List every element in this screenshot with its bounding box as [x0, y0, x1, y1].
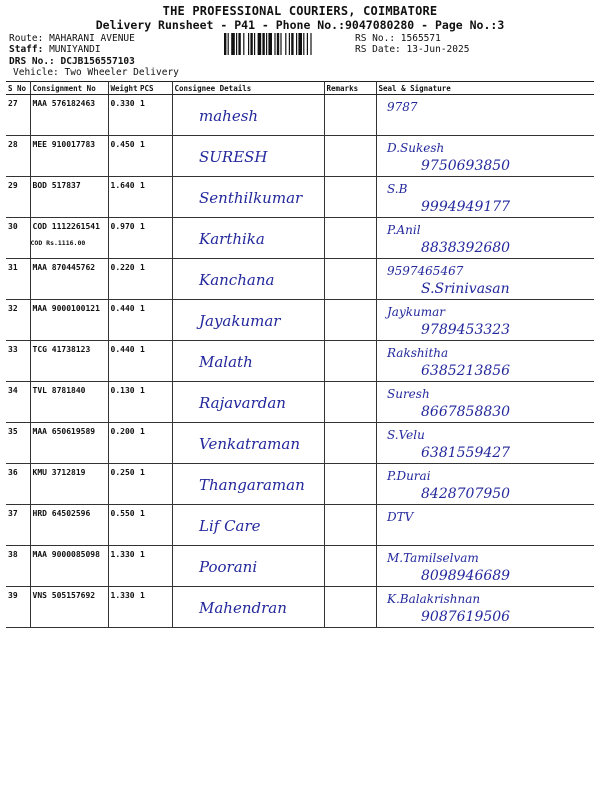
seal-handwriting-phone: 8838392680: [420, 240, 510, 256]
consignee-handwriting: [177, 550, 337, 584]
row-weight: 1.330: [108, 587, 138, 628]
consignee-handwriting: [177, 263, 337, 297]
consignee-handwriting-text: Venkatraman: [198, 435, 300, 453]
row-consignment-cell: [30, 95, 108, 136]
rs-date-line: [355, 44, 469, 55]
rs-no-value: 1565571: [400, 33, 441, 44]
row-weight: 0.200: [108, 423, 138, 464]
row-consignee-cell: [172, 136, 324, 177]
row-consignment-cell: [30, 218, 108, 259]
seal-signature-handwriting: [381, 589, 581, 627]
seal-signature-handwriting: [381, 97, 581, 135]
row-remarks: [324, 95, 376, 136]
row-pcs: 1: [138, 136, 172, 177]
seal-handwriting-name: S.Velu: [386, 428, 425, 442]
consignee-handwriting-text: Malath: [198, 353, 253, 371]
table-row: [6, 546, 594, 587]
seal-signature-handwriting: [381, 425, 581, 463]
row-remarks: [324, 218, 376, 259]
table-row: [6, 464, 594, 505]
row-seal-cell: [376, 177, 594, 218]
consignee-handwriting-text: Karthika: [198, 230, 265, 248]
table-row: [6, 177, 594, 218]
row-cod-amount: COD Rs.1116.00: [30, 239, 86, 247]
seal-handwriting-phone: 9750693850: [420, 158, 510, 174]
row-consignment-cell: [30, 341, 108, 382]
row-remarks: [324, 587, 376, 628]
seal-handwriting-name: P.Anil: [386, 223, 421, 237]
row-weight: 0.450: [108, 136, 138, 177]
staff-label: Staff:: [9, 44, 44, 55]
row-consignment-no: COD 1112261541: [32, 222, 100, 231]
consignee-handwriting-text: Poorani: [198, 558, 257, 576]
consignee-handwriting: [177, 345, 337, 379]
row-consignment-cell: [30, 546, 108, 587]
row-remarks: [324, 259, 376, 300]
seal-signature-handwriting: [381, 179, 581, 217]
seal-signature-handwriting: [381, 343, 581, 381]
table-row: [6, 341, 594, 382]
staff-line: [9, 44, 101, 55]
rs-no-line: [355, 33, 441, 44]
rs-no-label: RS No.:: [355, 33, 396, 44]
row-consignment-cell: [30, 464, 108, 505]
row-weight: 0.220: [108, 259, 138, 300]
row-sno: 39: [6, 587, 30, 628]
row-consignee-cell: [172, 382, 324, 423]
row-seal-cell: [376, 382, 594, 423]
vehicle-line: [13, 67, 179, 78]
consignee-handwriting-text: Kanchana: [198, 271, 274, 289]
row-consignment-cell: [30, 136, 108, 177]
consignee-handwriting: [177, 509, 337, 543]
seal-handwriting-name: K.Balakrishnan: [386, 592, 480, 606]
col-seal-signature: Seal & Signature: [376, 82, 594, 95]
consignee-handwriting: [177, 99, 337, 133]
table-row: [6, 136, 594, 177]
consignee-handwriting: [177, 468, 337, 502]
seal-handwriting-phone: 8098946689: [420, 568, 510, 584]
col-consignee: Consignee Details: [172, 82, 324, 95]
row-weight: 0.550: [108, 505, 138, 546]
col-consignment: Consignment No: [30, 82, 108, 95]
seal-handwriting-name: M.Tamilselvam: [386, 551, 479, 565]
col-sno: S No: [6, 82, 30, 95]
row-remarks: [324, 505, 376, 546]
consignee-handwriting: [177, 427, 337, 461]
row-seal-cell: [376, 505, 594, 546]
row-pcs: 1: [138, 259, 172, 300]
row-weight: 0.330: [108, 95, 138, 136]
row-consignee-cell: [172, 95, 324, 136]
col-pcs: PCS: [138, 82, 172, 95]
row-consignee-cell: [172, 546, 324, 587]
row-consignment-cell: [30, 300, 108, 341]
row-remarks: [324, 423, 376, 464]
row-sno: 32: [6, 300, 30, 341]
seal-handwriting-phone: 8667858830: [420, 404, 510, 420]
row-sno: 36: [6, 464, 30, 505]
row-consignment-no: MAA 870445762: [32, 263, 96, 272]
table-row: [6, 95, 594, 136]
row-consignment-no: BOD 517837: [32, 181, 81, 190]
seal-handwriting-phone: 6385213856: [420, 363, 510, 379]
consignee-handwriting: [177, 591, 337, 625]
barcode-image: [224, 33, 348, 55]
row-seal-cell: [376, 259, 594, 300]
seal-handwriting-name: P.Durai: [386, 469, 431, 483]
row-consignment-no: TVL 8781840: [32, 386, 86, 395]
consignee-handwriting-text: Jayakumar: [198, 312, 280, 330]
row-consignment-no: MAA 9000085098: [32, 550, 100, 559]
seal-handwriting-phone: S.Srinivasan: [420, 281, 510, 297]
table-row: [6, 382, 594, 423]
vehicle-value: Two Wheeler Delivery: [64, 67, 179, 78]
row-consignment-cell: [30, 505, 108, 546]
rs-date-label: RS Date:: [355, 44, 401, 55]
row-consignment-cell: [30, 382, 108, 423]
seal-signature-handwriting: [381, 384, 581, 422]
table-header-row: [6, 82, 594, 95]
table-row: [6, 505, 594, 546]
seal-handwriting-name: S.B: [386, 182, 407, 196]
consignee-handwriting: [177, 222, 337, 256]
row-remarks: [324, 341, 376, 382]
row-consignee-cell: [172, 505, 324, 546]
row-consignment-no: MAA 9000100121: [32, 304, 100, 313]
seal-handwriting-phone: 9994949177: [420, 199, 510, 215]
row-consignee-cell: [172, 259, 324, 300]
consignee-handwriting: [177, 140, 337, 174]
row-consignment-no: VNS 505157692: [32, 591, 96, 600]
row-sno: 27: [6, 95, 30, 136]
table-row: [6, 259, 594, 300]
row-consignment-no: MEE 910017783: [32, 140, 96, 149]
seal-handwriting-name: D.Sukesh: [386, 141, 444, 155]
seal-handwriting-name: Suresh: [386, 387, 430, 401]
row-seal-cell: [376, 136, 594, 177]
rs-date-value: 13-Jun-2025: [406, 44, 470, 55]
seal-signature-handwriting: [381, 138, 581, 176]
consignee-handwriting-text: Thangaraman: [198, 476, 305, 494]
consignee-handwriting-text: Rajavardan: [198, 394, 286, 412]
row-sno: 31: [6, 259, 30, 300]
consignee-handwriting-text: Mahendran: [198, 599, 287, 617]
row-weight: 0.250: [108, 464, 138, 505]
row-sno: 37: [6, 505, 30, 546]
row-weight: 1.330: [108, 546, 138, 587]
row-remarks: [324, 382, 376, 423]
seal-signature-handwriting: [381, 261, 581, 299]
seal-handwriting-name: Jaykumar: [386, 305, 445, 319]
row-consignee-cell: [172, 587, 324, 628]
table-row: [6, 218, 594, 259]
consignee-handwriting: [177, 386, 337, 420]
col-remarks: Remarks: [324, 82, 376, 95]
seal-handwriting-name: 9597465467: [386, 264, 463, 278]
row-sno: 29: [6, 177, 30, 218]
seal-handwriting-phone: 6381559427: [420, 445, 510, 461]
row-pcs: 1: [138, 382, 172, 423]
row-seal-cell: [376, 423, 594, 464]
seal-handwriting-phone: 9789453323: [420, 322, 510, 338]
row-consignment-no: HRD 64502596: [32, 509, 91, 518]
row-consignee-cell: [172, 464, 324, 505]
row-consignee-cell: [172, 341, 324, 382]
table-row: [6, 300, 594, 341]
consignee-handwriting-text: Senthilkumar: [198, 189, 302, 207]
row-weight: 0.440: [108, 300, 138, 341]
runsheet-table: [6, 81, 594, 628]
row-remarks: [324, 177, 376, 218]
seal-handwriting-name: 9787: [386, 100, 418, 114]
row-consignment-no: MAA 576182463: [32, 99, 96, 108]
table-row: [6, 587, 594, 628]
row-seal-cell: [376, 587, 594, 628]
row-seal-cell: [376, 218, 594, 259]
company-title: THE PROFESSIONAL COURIERS, COIMBATORE: [162, 4, 438, 18]
route-line: [9, 33, 135, 44]
staff-value: MUNIYANDI: [49, 44, 101, 55]
drs-value: DCJB156557103: [60, 56, 135, 67]
consignee-handwriting: [177, 304, 337, 338]
row-pcs: 1: [138, 177, 172, 218]
row-pcs: 1: [138, 546, 172, 587]
row-consignment-no: TCG 41738123: [32, 345, 91, 354]
consignee-handwriting-text: Lif Care: [198, 517, 261, 535]
seal-signature-handwriting: [381, 548, 581, 586]
row-pcs: 1: [138, 218, 172, 259]
row-seal-cell: [376, 95, 594, 136]
row-consignment-no: KMU 3712819: [32, 468, 86, 477]
drs-label: DRS No.:: [9, 56, 55, 67]
row-consignee-cell: [172, 423, 324, 464]
route-value: MAHARANI AVENUE: [49, 33, 135, 44]
seal-handwriting-name: Rakshitha: [386, 346, 448, 360]
row-sno: 34: [6, 382, 30, 423]
row-seal-cell: [376, 300, 594, 341]
consignee-handwriting: [177, 181, 337, 215]
seal-handwriting-phone: 8428707950: [420, 486, 510, 502]
row-consignee-cell: [172, 300, 324, 341]
row-consignment-cell: [30, 259, 108, 300]
row-pcs: 1: [138, 464, 172, 505]
row-sno: 38: [6, 546, 30, 587]
row-pcs: 1: [138, 587, 172, 628]
row-consignment-no: MAA 650619589: [32, 427, 96, 436]
vehicle-label: Vehicle:: [13, 67, 59, 78]
row-remarks: [324, 136, 376, 177]
row-pcs: 1: [138, 95, 172, 136]
row-seal-cell: [376, 546, 594, 587]
seal-signature-handwriting: [381, 466, 581, 504]
row-remarks: [324, 546, 376, 587]
consignee-handwriting-text: mahesh: [198, 107, 258, 125]
row-weight: 0.970: [108, 218, 138, 259]
row-weight: 1.640: [108, 177, 138, 218]
row-remarks: [324, 300, 376, 341]
row-consignment-cell: [30, 587, 108, 628]
seal-signature-handwriting: [381, 220, 581, 258]
seal-signature-handwriting: [381, 302, 581, 340]
col-weight: Weight: [108, 82, 138, 95]
runsheet-subtitle: Delivery Runsheet - P41 - Phone No.:9047080280 - Page No.:3: [95, 18, 505, 32]
row-remarks: [324, 464, 376, 505]
seal-handwriting-phone: 9087619506: [420, 609, 510, 625]
route-label: Route:: [9, 33, 44, 44]
row-pcs: 1: [138, 423, 172, 464]
row-sno: 28: [6, 136, 30, 177]
consignee-handwriting-text: SURESH: [198, 148, 268, 166]
row-consignment-cell: [30, 423, 108, 464]
row-sno: 33: [6, 341, 30, 382]
row-pcs: 1: [138, 341, 172, 382]
row-seal-cell: [376, 341, 594, 382]
seal-signature-handwriting: [381, 507, 581, 545]
row-weight: 0.440: [108, 341, 138, 382]
row-seal-cell: [376, 464, 594, 505]
drs-line: [9, 56, 135, 67]
row-consignment-cell: [30, 177, 108, 218]
row-consignee-cell: [172, 177, 324, 218]
row-pcs: 1: [138, 300, 172, 341]
row-weight: 0.130: [108, 382, 138, 423]
table-row: [6, 423, 594, 464]
row-consignee-cell: [172, 218, 324, 259]
row-pcs: 1: [138, 505, 172, 546]
row-sno: 30: [6, 218, 30, 259]
seal-handwriting-name: DTV: [386, 510, 413, 524]
row-sno: 35: [6, 423, 30, 464]
